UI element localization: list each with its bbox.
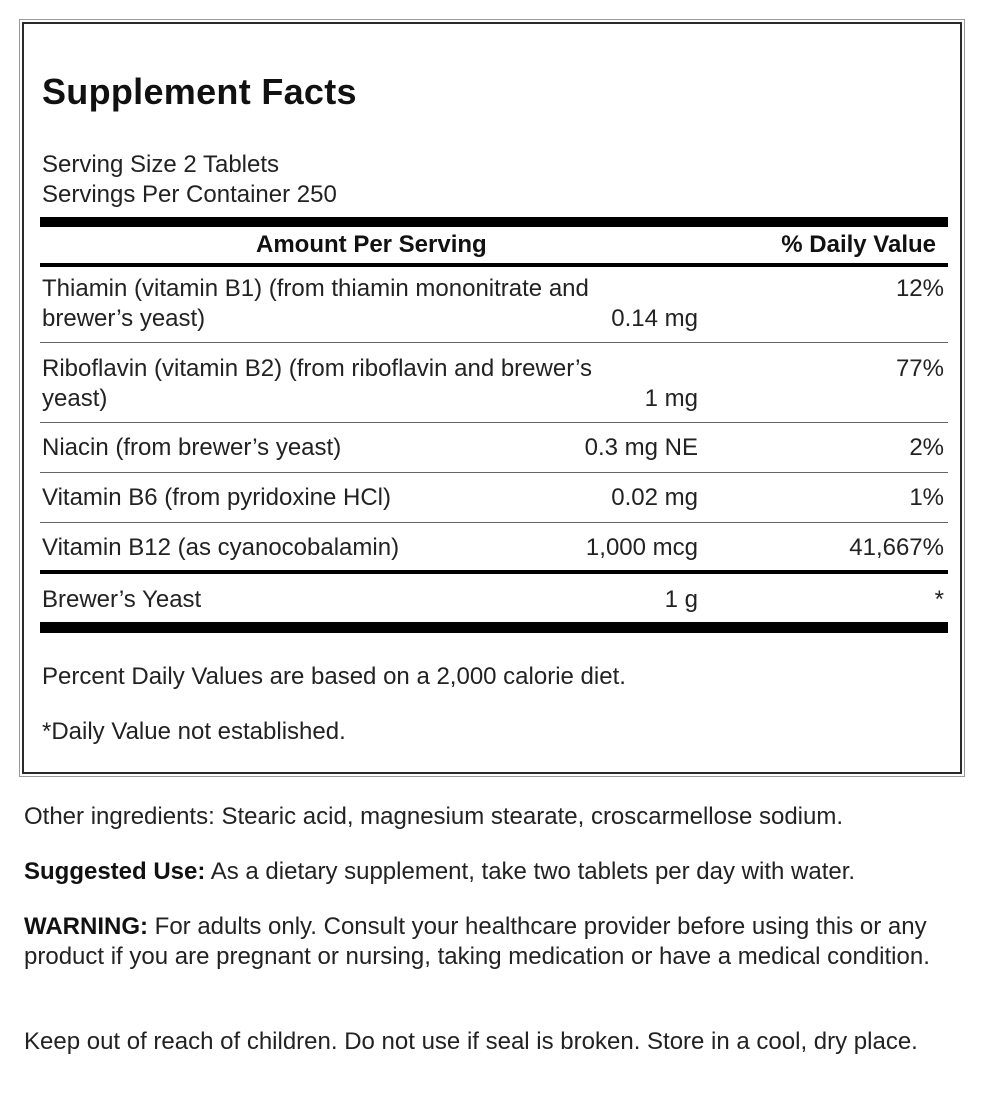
nutrient-name: Riboflavin (vitamin B2) (from riboflavin and brewer’s xyxy=(42,355,592,382)
nutrient-amount: 0.02 mg xyxy=(611,484,698,511)
header-amount-per-serving: Amount Per Serving xyxy=(256,231,487,258)
warning-text: For adults only. Consult your healthcare provider before using this or any product if you are pregnant or nursing, taking medication or have a medical condition. xyxy=(24,913,930,970)
nutrient-amount: 0.3 mg NE xyxy=(584,434,698,461)
nutrient-amount: 0.14 mg xyxy=(611,305,698,332)
nutrient-daily-value: 2% xyxy=(909,434,944,461)
nutrient-daily-value: 12% xyxy=(895,275,944,302)
nutrient-amount: 1 mg xyxy=(644,385,698,412)
row-divider xyxy=(40,342,948,343)
nutrient-amount: 1,000 mcg xyxy=(585,534,698,561)
nutrient-name: Brewer’s Yeast xyxy=(42,586,202,613)
suggested-use xyxy=(24,857,954,887)
warning xyxy=(24,912,954,972)
suggested-use-text: As a dietary supplement, take two tablets per day with water. xyxy=(205,858,856,885)
nutrient-daily-value: 77% xyxy=(895,355,944,382)
nutrient-name: Vitamin B6 (from pyridoxine HCl) xyxy=(42,484,391,511)
serving-size: Serving Size 2 Tablets xyxy=(42,151,280,178)
suggested-use-label: Suggested Use: xyxy=(24,858,206,885)
nutrient-name-cont: brewer’s yeast) xyxy=(42,305,206,332)
panel-title: Supplement Facts xyxy=(42,71,357,112)
header-daily-value: % Daily Value xyxy=(781,231,936,258)
storage-instructions: Keep out of reach of children. Do not use if seal is broken. Store in a cool, dry place. xyxy=(24,1028,918,1055)
nutrient-daily-value: * xyxy=(934,586,944,613)
supplement-facts-panel xyxy=(22,22,962,774)
nutrient-daily-value: 1% xyxy=(909,484,944,511)
thick-divider-bottom xyxy=(40,622,948,633)
row-divider xyxy=(40,422,948,423)
row-divider xyxy=(40,472,948,473)
warning-label: WARNING: xyxy=(24,913,148,940)
thick-divider-top xyxy=(40,217,948,227)
row-divider xyxy=(40,522,948,523)
header-divider xyxy=(40,263,948,267)
other-ingredients: Other ingredients: Stearic acid, magnesium stearate, croscarmellose sodium. xyxy=(24,803,844,830)
nutrient-name: Vitamin B12 (as cyanocobalamin) xyxy=(42,534,400,561)
nutrient-daily-value: 41,667% xyxy=(849,534,944,561)
nutrient-amount: 1 g xyxy=(664,586,698,613)
nutrient-name-cont: yeast) xyxy=(42,385,108,412)
footnote-calorie-basis: Percent Daily Values are based on a 2,000 calorie diet. xyxy=(42,663,626,690)
medium-divider xyxy=(40,570,948,574)
servings-per-container: Servings Per Container 250 xyxy=(42,181,337,208)
footnote-daily-value: *Daily Value not established. xyxy=(42,718,346,745)
nutrient-name: Niacin (from brewer’s yeast) xyxy=(42,434,342,461)
nutrient-name: Thiamin (vitamin B1) (from thiamin mononitrate and xyxy=(42,275,589,302)
